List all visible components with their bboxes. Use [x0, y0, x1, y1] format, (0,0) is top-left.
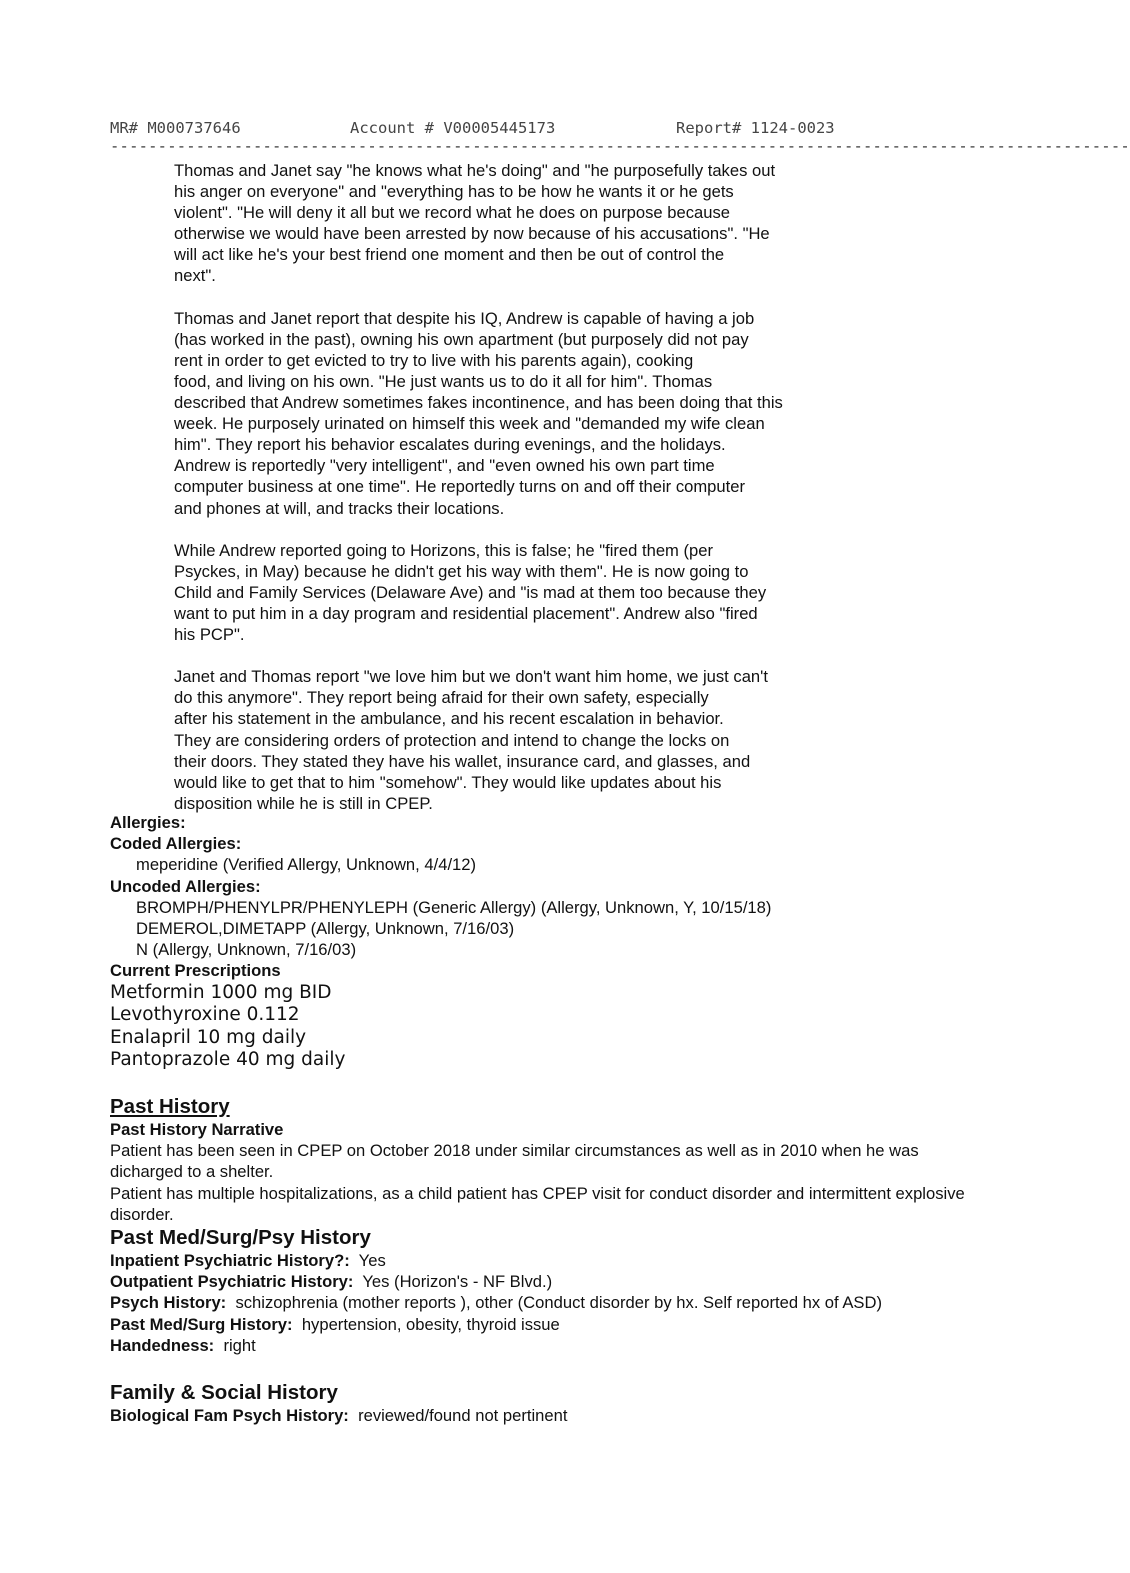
allergies-heading: Allergies: — [110, 813, 186, 832]
history-label: Outpatient Psychiatric History: — [110, 1272, 354, 1292]
narrative-line: his anger on everyone" and "everything has to be how he wants it or he gets — [174, 182, 734, 202]
history-row — [110, 1335, 1050, 1356]
prescription-item: Enalapril 10 mg daily — [110, 1026, 307, 1048]
history-row — [110, 1250, 1050, 1271]
coded-allergy-item: meperidine (Verified Allergy, Unknown, 4/4/12) — [136, 855, 477, 875]
narrative-line: want to put him in a day program and residential placement". Andrew also "fired — [174, 603, 758, 623]
history-value: Yes — [358, 1251, 386, 1270]
history-label: Inpatient Psychiatric History?: — [110, 1251, 350, 1270]
history-value: schizophrenia (mother reports ), other (Conduct disorder by hx. Self reported hx of ASD) — [235, 1293, 882, 1313]
narrative-line: Andrew is reportedly "very intelligent", and "even owned his own part time — [174, 456, 715, 476]
header-divider: ----------------------------------------------------------------------------------------------------------- — [110, 137, 1130, 155]
report-number: Report# 1124-0023 — [676, 119, 835, 137]
account-number: Account # V00005445173 — [350, 119, 556, 137]
history-value: hypertension, obesity, thyroid issue — [301, 1314, 560, 1334]
narrative-line: Thomas and Janet report that despite his IQ, Andrew is capable of having a job — [174, 308, 755, 328]
history-row — [110, 1271, 1050, 1292]
prescription-item: Levothyroxine 0.112 — [110, 1004, 300, 1026]
allergies-section — [110, 812, 1050, 1072]
narrative-line: will act like he's your best friend one moment and then be out of control the — [174, 245, 725, 265]
mr-number: MR# M000737646 — [110, 119, 241, 137]
narrative-line: rent in order to get evicted to try to live with his parents again), cooking — [174, 350, 694, 370]
history-row — [110, 1314, 1050, 1335]
history-row — [110, 1405, 1050, 1426]
narrative-line: after his statement in the ambulance, and his recent escalation in behavior. — [174, 709, 724, 729]
narrative-line: violent". "He will deny it all but we record what he does on purpose because — [174, 203, 731, 223]
narrative-paragraph — [174, 308, 844, 519]
narrative-line: next". — [174, 266, 216, 286]
narrative-line: would like to get that to him "somehow". They would like updates about his — [174, 772, 722, 792]
narrative-line: (has worked in the past), owning his own apartment (but purposely did not pay — [174, 329, 749, 349]
uncoded-allergies-heading: Uncoded Allergies: — [110, 876, 261, 896]
coded-allergies-heading: Coded Allergies: — [110, 834, 242, 854]
history-row — [110, 1292, 1050, 1313]
history-value: right — [223, 1335, 256, 1355]
prescriptions-heading: Current Prescriptions — [110, 961, 281, 981]
med-surg-psy-heading: Past Med/Surg/Psy History — [110, 1226, 371, 1249]
narrative-line: computer business at one time". He reportedly turns on and off their computer — [174, 477, 745, 497]
narrative-line: Janet and Thomas report "we love him but we don't want him home, we just can't — [174, 667, 768, 687]
prescription-item: Metformin 1000 mg BID — [110, 981, 332, 1003]
history-label: Psych History: — [110, 1293, 227, 1313]
past-history-line: Patient has been seen in CPEP on October 2018 under similar circumstances as well as in 2010 when he was — [110, 1141, 919, 1161]
narrative-line: and phones at will, and tracks their locations. — [174, 498, 505, 518]
med-surg-psy-section — [110, 1226, 1050, 1356]
prescription-item: Pantoprazole 40 mg daily — [110, 1049, 346, 1071]
history-value: Yes (Horizon's - NF Blvd.) — [362, 1272, 553, 1292]
history-label: Handedness: — [110, 1335, 215, 1355]
past-history-section — [110, 1095, 1050, 1225]
narrative-line: him". They report his behavior escalates during evenings, and the holidays. — [174, 435, 726, 455]
narrative-line: They are considering orders of protection and intend to change the locks on — [174, 730, 730, 750]
narrative-line: described that Andrew sometimes fakes incontinence, and has been doing that this — [174, 393, 783, 413]
history-label: Past Med/Surg History: — [110, 1314, 293, 1334]
narrative-line: week. He purposely urinated on himself this week and "demanded my wife clean — [174, 414, 765, 434]
narrative-paragraph — [174, 160, 844, 287]
past-history-line: dicharged to a shelter. — [110, 1162, 274, 1182]
narrative-line: Psyckes, in May) because he didn't get his way with them". He is now going to — [174, 561, 749, 581]
past-history-line: disorder. — [110, 1204, 174, 1224]
narrative-line: do this anymore". They report being afraid for their own safety, especially — [174, 688, 709, 708]
narrative-line: While Andrew reported going to Horizons, this is false; he "fired them (per — [174, 540, 713, 560]
narrative-paragraph — [174, 540, 844, 645]
uncoded-allergy-item: N (Allergy, Unknown, 7/16/03) — [136, 940, 357, 960]
history-label: Biological Fam Psych History: — [110, 1406, 349, 1425]
collateral-narrative — [174, 160, 844, 814]
narrative-line: disposition while he is still in CPEP. — [174, 793, 433, 813]
past-history-narrative-heading: Past History Narrative — [110, 1120, 284, 1139]
narrative-line: Child and Family Services (Delaware Ave) and "is mad at them too because they — [174, 582, 767, 602]
narrative-line: otherwise we would have been arrested by now because of his accusations". "He — [174, 224, 770, 244]
narrative-line: Thomas and Janet say "he knows what he's doing" and "he purposefully takes out — [174, 161, 776, 180]
uncoded-allergy-item: BROMPH/PHENYLPR/PHENYLEPH (Generic Allergy) (Allergy, Unknown, Y, 10/15/18) — [136, 897, 772, 917]
past-history-heading: Past History — [110, 1095, 230, 1118]
past-history-line: Patient has multiple hospitalizations, as a child patient has CPEP visit for conduct disorder and intermittent explosive — [110, 1183, 965, 1203]
uncoded-allergy-item: DEMEROL,DIMETAPP (Allergy, Unknown, 7/16/03) — [136, 919, 515, 939]
narrative-line: their doors. They stated they have his wallet, insurance card, and glasses, and — [174, 751, 751, 771]
narrative-line: his PCP". — [174, 625, 245, 645]
history-value: reviewed/found not pertinent — [358, 1406, 568, 1425]
narrative-line: food, and living on his own. "He just wants us to do it all for him". Thomas — [174, 371, 713, 391]
family-social-section — [110, 1381, 1050, 1426]
narrative-paragraph — [174, 666, 844, 814]
family-social-heading: Family & Social History — [110, 1381, 338, 1404]
